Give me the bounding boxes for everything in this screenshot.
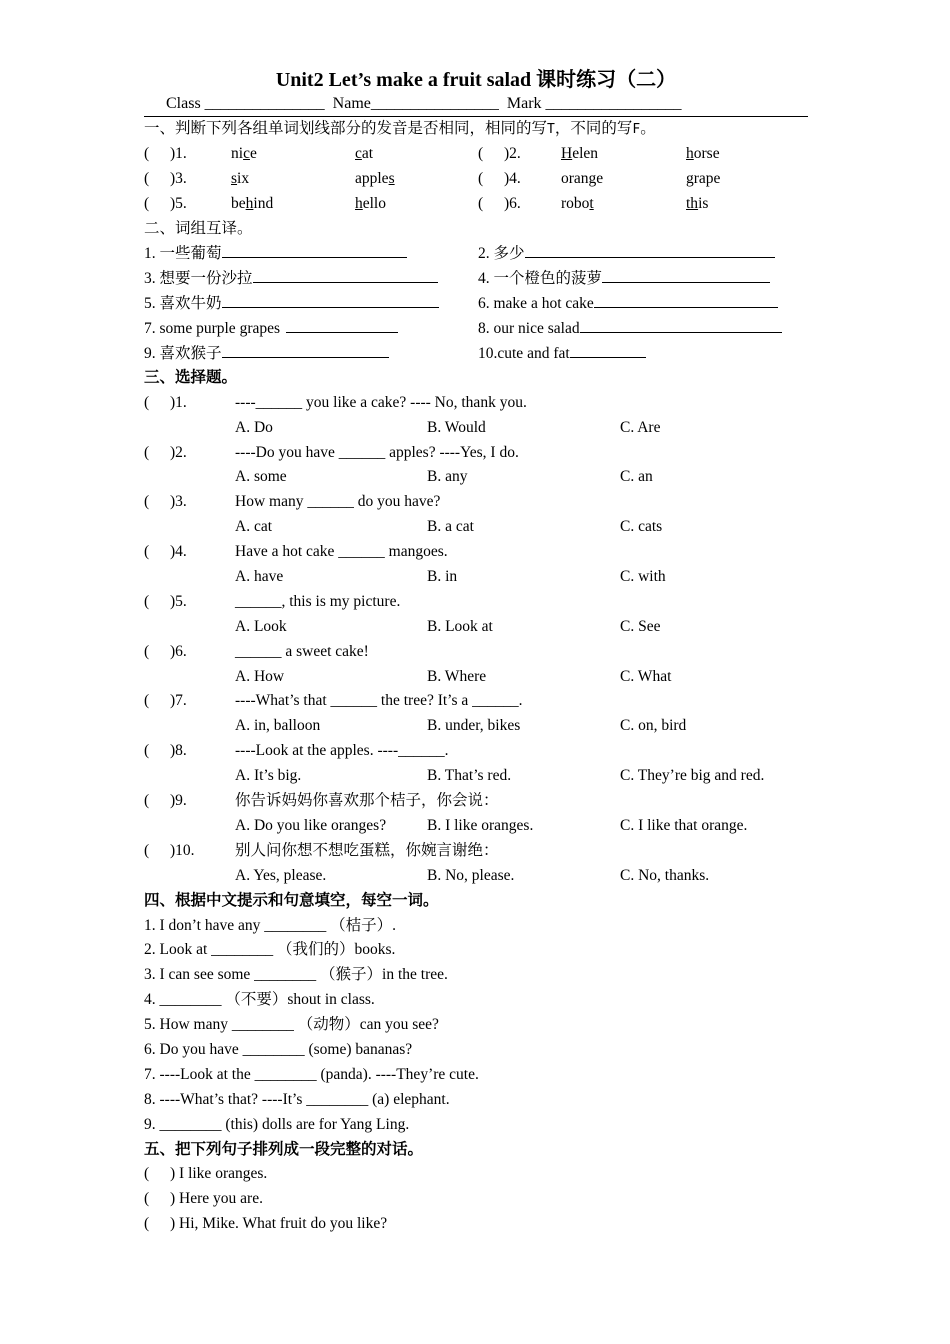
question-text: How many ______ do you have? <box>235 493 441 511</box>
answer-paren[interactable]: ( <box>144 493 150 511</box>
fill-blank-item <box>144 988 808 1013</box>
answer-blank[interactable] <box>570 341 646 358</box>
fill-blank-text: 8. ----What’s that? ----It’s ________ (a) elephant. <box>144 1090 450 1108</box>
translation-prompt: 1. 一些葡萄 <box>144 245 222 263</box>
question-number: )5. <box>170 592 187 610</box>
option-c[interactable]: C. They’re big and red. <box>620 767 765 785</box>
underlined-letters: s <box>388 169 395 187</box>
option-a[interactable]: A. some <box>235 468 287 486</box>
question-row <box>144 441 808 466</box>
option-b[interactable]: B. any <box>427 468 468 486</box>
mark-label: Mark <box>506 95 542 112</box>
translation-row <box>144 291 808 316</box>
option-a[interactable]: A. have <box>235 568 284 586</box>
pronunciation-row <box>144 142 808 167</box>
option-b[interactable]: B. a cat <box>427 518 474 536</box>
word-part: apple <box>355 169 389 187</box>
word-part: ello <box>362 194 386 212</box>
pronunciation-row <box>144 192 808 217</box>
options-row <box>144 764 808 789</box>
item-number: )1. <box>170 144 187 162</box>
fill-blank-item <box>144 963 808 988</box>
word-part: at <box>361 144 374 162</box>
answer-blank[interactable] <box>525 241 775 258</box>
options-row <box>144 615 808 640</box>
class-label: Class <box>166 95 201 112</box>
option-a[interactable]: A. Look <box>235 617 287 635</box>
translation-prompt: 9. 喜欢猴子 <box>144 345 222 363</box>
answer-paren[interactable]: ( <box>478 194 484 212</box>
question-number: )8. <box>170 742 187 760</box>
translation-prompt: 10.cute and fat <box>478 345 570 363</box>
word-part: ind <box>253 194 274 212</box>
question-text: Have a hot cake ______ mangoes. <box>235 543 448 561</box>
question-text: ----Do you have ______ apples? ----Yes, I do. <box>235 443 519 461</box>
word <box>561 167 603 192</box>
answer-blank[interactable] <box>602 266 770 283</box>
word-part: be <box>231 194 246 212</box>
word <box>355 142 373 167</box>
question-row <box>144 590 808 615</box>
answer-blank[interactable] <box>222 291 439 308</box>
answer-blank[interactable] <box>594 291 778 308</box>
name-label: Name <box>332 95 371 112</box>
question-number: )1. <box>170 393 187 411</box>
item-number: )6. <box>504 194 521 212</box>
answer-paren[interactable]: ( <box>144 792 150 810</box>
word <box>561 192 594 217</box>
answer-paren[interactable]: ( <box>144 194 150 212</box>
fill-blank-text: 1. I don’t have any ________ （桔子）. <box>144 916 396 934</box>
options-row <box>144 465 808 490</box>
option-b[interactable]: B. in <box>427 568 458 586</box>
fill-blank-text: 6. Do you have ________ (some) bananas? <box>144 1040 413 1058</box>
answer-paren[interactable]: ( <box>478 169 484 187</box>
answer-blank[interactable] <box>253 266 438 283</box>
section-5-heading: 五、把下列句子排列成一段完整的对话。 <box>144 1140 424 1158</box>
translation-item <box>144 241 407 267</box>
options-row <box>144 714 808 739</box>
translation-prompt: 6. make a hot cake <box>478 295 594 313</box>
question-row <box>144 490 808 515</box>
translation-item <box>478 266 770 292</box>
word-part: orse <box>693 144 720 162</box>
fill-blank-item <box>144 1013 808 1038</box>
answer-paren[interactable]: ( <box>144 144 150 162</box>
underlined-letters: c <box>243 144 250 162</box>
translation-row <box>144 241 808 266</box>
question-row <box>144 391 808 416</box>
underlined-letters: h <box>686 144 694 162</box>
fill-blank-text: 2. Look at ________ （我们的）books. <box>144 941 396 959</box>
translation-prompt: 7. some purple grapes <box>144 320 281 338</box>
fill-blank-item <box>144 1113 808 1138</box>
answer-paren[interactable]: ( <box>478 144 484 162</box>
option-b[interactable]: B. That’s red. <box>427 767 512 785</box>
question-number: )2. <box>170 443 187 461</box>
answer-paren[interactable]: ( <box>144 742 150 760</box>
option-c[interactable]: C. No, thanks. <box>620 866 710 884</box>
translation-item <box>144 341 389 367</box>
answer-paren[interactable]: ( <box>144 1165 150 1183</box>
option-a[interactable]: A. cat <box>235 518 273 536</box>
question-text: ______, this is my picture. <box>235 592 401 610</box>
question-row <box>144 640 808 665</box>
word <box>231 142 257 167</box>
pronunciation-row <box>144 167 808 192</box>
answer-paren[interactable]: ( <box>144 592 150 610</box>
answer-blank[interactable] <box>286 316 398 333</box>
question-number: )10. <box>170 841 195 859</box>
answer-paren[interactable]: ( <box>144 543 150 561</box>
option-b[interactable]: B. No, please. <box>427 866 515 884</box>
question-number: )4. <box>170 543 187 561</box>
answer-blank[interactable] <box>222 241 407 258</box>
word-part: e <box>596 169 604 187</box>
section-1-heading: 一、判断下列各组单词划线部分的发音是否相同，相同的写T，不同的写F。 <box>144 120 656 137</box>
option-b[interactable]: B. Would <box>427 418 486 436</box>
translation-row <box>144 341 808 366</box>
fill-blank-text: 4. ________ （不要）shout in class. <box>144 991 375 1009</box>
option-a[interactable]: A. It’s big. <box>235 767 302 785</box>
question-number: )6. <box>170 642 187 660</box>
options-row <box>144 565 808 590</box>
dialogue-line <box>144 1162 808 1187</box>
word-part: ni <box>231 144 244 162</box>
answer-paren[interactable]: ( <box>144 1190 150 1208</box>
worksheet <box>144 66 808 1237</box>
underlined-letters: s <box>231 169 238 187</box>
word <box>686 142 720 167</box>
word <box>355 192 386 217</box>
question-number: )9. <box>170 792 187 810</box>
answer-paren[interactable]: ( <box>144 841 150 859</box>
translation-row <box>144 266 808 291</box>
option-a[interactable]: A. Yes, please. <box>235 866 327 884</box>
fill-blank-item <box>144 914 808 939</box>
translation-prompt: 2. 多少 <box>478 245 525 263</box>
section-4-heading: 四、根据中文提示和句意填空，每空一词。 <box>144 891 439 909</box>
option-c[interactable]: C. Are <box>620 418 661 436</box>
question-row <box>144 839 808 864</box>
answer-paren[interactable]: ( <box>144 393 150 411</box>
section-2-heading: 二、词组互译。 <box>144 219 253 237</box>
option-b[interactable]: B. I like oranges. <box>427 816 534 834</box>
question-text: 你告诉妈妈你喜欢那个桔子，你会说： <box>235 792 499 810</box>
question-row <box>144 540 808 565</box>
underlined-letters: c <box>355 144 362 162</box>
word <box>561 142 598 167</box>
word-part: rape <box>693 169 721 187</box>
fill-blank-text: 3. I can see some ________ （猴子）in the tree. <box>144 966 448 984</box>
option-c[interactable]: C. See <box>620 617 661 635</box>
translation-prompt: 5. 喜欢牛奶 <box>144 295 222 313</box>
answer-blank[interactable] <box>222 341 389 358</box>
question-row <box>144 689 808 714</box>
word <box>686 167 720 192</box>
option-b[interactable]: B. under, bikes <box>427 717 521 735</box>
underlined-letters: h <box>245 194 254 212</box>
option-a[interactable]: A. Do you like oranges? <box>235 816 387 834</box>
student-info-line: Class _______________ Name________________ Mark _________________ <box>144 94 808 117</box>
word-part: robo <box>561 194 590 212</box>
fill-blank-text: 9. ________ (this) dolls are for Yang Ling. <box>144 1115 410 1133</box>
fill-blank-item <box>144 938 808 963</box>
underlined-letters: h <box>355 194 363 212</box>
translation-item <box>478 316 782 342</box>
item-number: )2. <box>504 144 521 162</box>
question-text: ______ a sweet cake! <box>235 642 369 660</box>
question-text: ----Look at the apples. ----______. <box>235 742 449 760</box>
option-b[interactable]: B. Where <box>427 667 487 685</box>
answer-blank[interactable] <box>580 316 782 333</box>
option-b[interactable]: B. Look at <box>427 617 493 635</box>
dialogue-text: ) I like oranges. <box>170 1165 268 1183</box>
answer-paren[interactable]: ( <box>144 169 150 187</box>
question-text: 别人问你想不想吃蛋糕，你婉言谢绝： <box>235 841 499 859</box>
translation-item <box>478 241 775 267</box>
options-row <box>144 665 808 690</box>
translation-item <box>478 291 778 317</box>
options-row <box>144 416 808 441</box>
dialogue-line <box>144 1212 808 1237</box>
option-c[interactable]: C. cats <box>620 518 663 536</box>
word-part: e <box>249 144 257 162</box>
answer-paren[interactable]: ( <box>144 443 150 461</box>
section-3-heading: 三、选择题。 <box>144 368 238 386</box>
word-part: elen <box>572 144 599 162</box>
fill-blank-text: 5. How many ________ （动物）can you see? <box>144 1016 439 1034</box>
word <box>231 192 273 217</box>
underlined-letters: th <box>686 194 699 212</box>
word <box>231 167 249 192</box>
translation-prompt: 3. 想要一份沙拉 <box>144 270 253 288</box>
underlined-letters: t <box>589 194 594 212</box>
item-number: )3. <box>170 169 187 187</box>
translation-prompt: 8. our nice salad <box>478 320 580 338</box>
item-number: )5. <box>170 194 187 212</box>
answer-paren[interactable]: ( <box>144 1215 150 1233</box>
word-part: is <box>698 194 709 212</box>
dialogue-text: ) Here you are. <box>170 1190 263 1208</box>
translation-item <box>478 341 646 367</box>
question-text: ----______ you like a cake? ---- No, thank you. <box>235 393 527 411</box>
item-number: )4. <box>504 169 521 187</box>
word <box>355 167 395 192</box>
option-c[interactable]: C. with <box>620 568 666 586</box>
fill-blank-item <box>144 1063 808 1088</box>
fill-blank-item <box>144 1088 808 1113</box>
option-a[interactable]: A. How <box>235 667 285 685</box>
translation-item <box>144 316 398 342</box>
translation-item <box>144 291 439 317</box>
options-row <box>144 515 808 540</box>
option-c[interactable]: C. an <box>620 468 653 486</box>
answer-paren[interactable]: ( <box>144 642 150 660</box>
fill-blank-text: 7. ----Look at the ________ (panda). ----They’re cute. <box>144 1065 479 1083</box>
option-a[interactable]: A. Do <box>235 418 273 436</box>
word <box>686 192 708 217</box>
question-number: )3. <box>170 493 187 511</box>
option-a[interactable]: A. in, balloon <box>235 717 321 735</box>
dialogue-line <box>144 1187 808 1212</box>
options-row <box>144 864 808 889</box>
translation-item <box>144 266 438 292</box>
question-text: ----What’s that ______ the tree? It’s a ______. <box>235 692 523 710</box>
underlined-letters: g <box>686 169 694 187</box>
question-number: )7. <box>170 692 187 710</box>
answer-paren[interactable]: ( <box>144 692 150 710</box>
option-c[interactable]: C. on, bird <box>620 717 687 735</box>
question-row <box>144 789 808 814</box>
options-row <box>144 814 808 839</box>
option-c[interactable]: C. I like that orange. <box>620 816 748 834</box>
word-part: ix <box>237 169 250 187</box>
page-title: Unit2 Let’s make a fruit salad 课时练习（二） <box>275 69 677 91</box>
dialogue-text: ) Hi, Mike. What fruit do you like? <box>170 1215 388 1233</box>
question-row <box>144 739 808 764</box>
word-part: oran <box>561 169 589 187</box>
underlined-letters: g <box>588 169 597 187</box>
underlined-letters: H <box>561 144 573 162</box>
fill-blank-item <box>144 1038 808 1063</box>
translation-prompt: 4. 一个橙色的菠萝 <box>478 270 603 288</box>
translation-row <box>144 316 808 341</box>
option-c[interactable]: C. What <box>620 667 672 685</box>
